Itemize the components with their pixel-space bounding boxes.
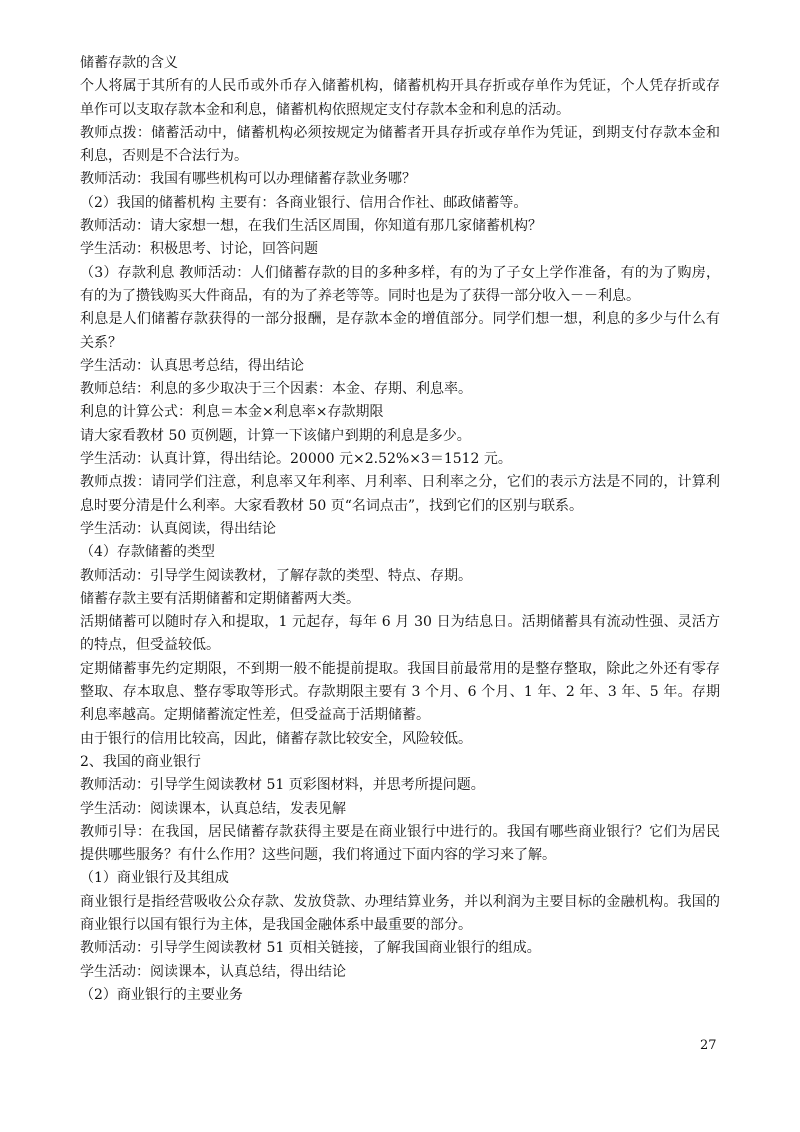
text-line: 利息率越高。定期储蓄流定性差，但受益高于活期储蓄。 [80, 707, 430, 724]
text-line: 个人将属于其所有的人民币或外币存入储蓄机构，储蓄机构开具存折或存单作为凭证，个人凭存折或存 [80, 78, 720, 95]
text-line: 学生活动：认真思考总结，得出结论 [80, 357, 304, 374]
text-line: （1）商业银行及其组成 [80, 870, 229, 887]
text-line: 商业银行是指经营吸收公众存款、发放贷款、办理结算业务，并以利润为主要目标的金融机构。我国的 [80, 893, 720, 910]
text-line: 定期储蓄事先约定期限，不到期一般不能提前提取。我国目前最常用的是整存整取，除此之外还有零存 [80, 660, 720, 677]
text-line: 教师点拨：储蓄活动中，储蓄机构必须按规定为储蓄者开具存折或存单作为凭证，到期支付存款本金和 [80, 124, 720, 141]
text-line: （2）商业银行的主要业务 [80, 986, 243, 1003]
text-line: 由于银行的信用比较高，因此，储蓄存款比较安全，风险较低。 [80, 730, 472, 747]
text-line: 请大家看教材 50 页例题，计算一下该储户到期的利息是多少。 [80, 427, 471, 444]
text-line: （3）存款利息 教师活动：人们储蓄存款的目的多种多样，有的为了子女上学作准备，有的为了购房， [80, 264, 720, 281]
text-line: 教师活动：我国有哪些机构可以办理储蓄存款业务哪？ [80, 171, 416, 188]
text-line: 整取、存本取息、整存零取等形式。存款期限主要有 3 个月、6 个月、1 年、2 年、3 年、5 年。存期 [80, 684, 720, 701]
text-line: 利息是人们储蓄存款获得的一部分报酬，是存款本金的增值部分。同学们想一想，利息的多少与什么有 [80, 311, 720, 328]
text-line: 学生活动：认真计算，得出结论。20000 元×2.52%×3＝1512 元。 [80, 451, 512, 468]
text-line: 教师活动：引导学生阅读教材，了解存款的类型、特点、存期。 [80, 567, 472, 584]
text-line: 商业银行以国有银行为主体，是我国金融体系中最重要的部分。 [80, 916, 472, 933]
text-line: 关系？ [80, 334, 122, 351]
text-line: 教师引导：在我国，居民储蓄存款获得主要是在商业银行中进行的。我国有哪些商业银行？它们为居民 [80, 823, 720, 840]
text-line: 提供哪些服务？有什么作用？这些问题，我们将通过下面内容的学习来了解。 [80, 847, 556, 864]
text-line: 单作可以支取存款本金和利息，储蓄机构依照规定支付存款本金和利息的活动。 [80, 101, 570, 118]
text-line: 2、我国的商业银行 [80, 753, 201, 770]
text-line: 活期储蓄可以随时存入和提取，1 元起存，每年 6 月 30 日为结息日。活期储蓄具有流动性强、灵活方 [80, 614, 720, 631]
text-line: 教师活动：引导学生阅读教材 51 页相关链接，了解我国商业银行的组成。 [80, 940, 541, 957]
text-line: 息时要分清是什么利率。大家看教材 50 页“名词点击”，找到它们的区别与联系。 [80, 497, 584, 514]
text-line: 教师点拨：请同学们注意，利息率又年利率、月利率、日利率之分，它们的表示方法是不同的，计算利 [80, 474, 720, 491]
text-line: 储蓄存款主要有活期储蓄和定期储蓄两大类。 [80, 590, 360, 607]
text-line: 储蓄存款的含义 [80, 55, 178, 71]
text-line: 利息的计算公式：利息＝本金×利息率×存款期限 [80, 404, 384, 421]
text-line: 学生活动：阅读课本，认真总结，得出结论 [80, 963, 346, 980]
text-line: （4）存款储蓄的类型 [80, 544, 215, 561]
text-line: 学生活动：阅读课本，认真总结，发表见解 [80, 800, 346, 817]
text-line: 教师总结：利息的多少取决于三个因素：本金、存期、利息率。 [80, 381, 472, 398]
text-line: 学生活动：认真阅读，得出结论 [80, 520, 276, 537]
text-line: 的特点，但受益较低。 [80, 637, 220, 654]
document-body [80, 52, 720, 1007]
page-number: 27 [700, 1038, 717, 1053]
text-line: 教师活动：请大家想一想，在我们生活区周围，你知道有那几家储蓄机构？ [80, 218, 542, 235]
text-line: 学生活动：积极思考、讨论，回答问题 [80, 241, 318, 258]
text-line: 利息，否则是不合法行为。 [80, 148, 248, 165]
text-line: 教师活动：引导学生阅读教材 51 页彩图材料，并思考所提问题。 [80, 777, 485, 794]
text-line: （2）我国的储蓄机构 主要有：各商业银行、信用合作社、邮政储蓄等。 [80, 194, 528, 211]
text-line: 有的为了攒钱购买大件商品，有的为了养老等等。同时也是为了获得一部分收入－－利息。 [80, 287, 640, 304]
